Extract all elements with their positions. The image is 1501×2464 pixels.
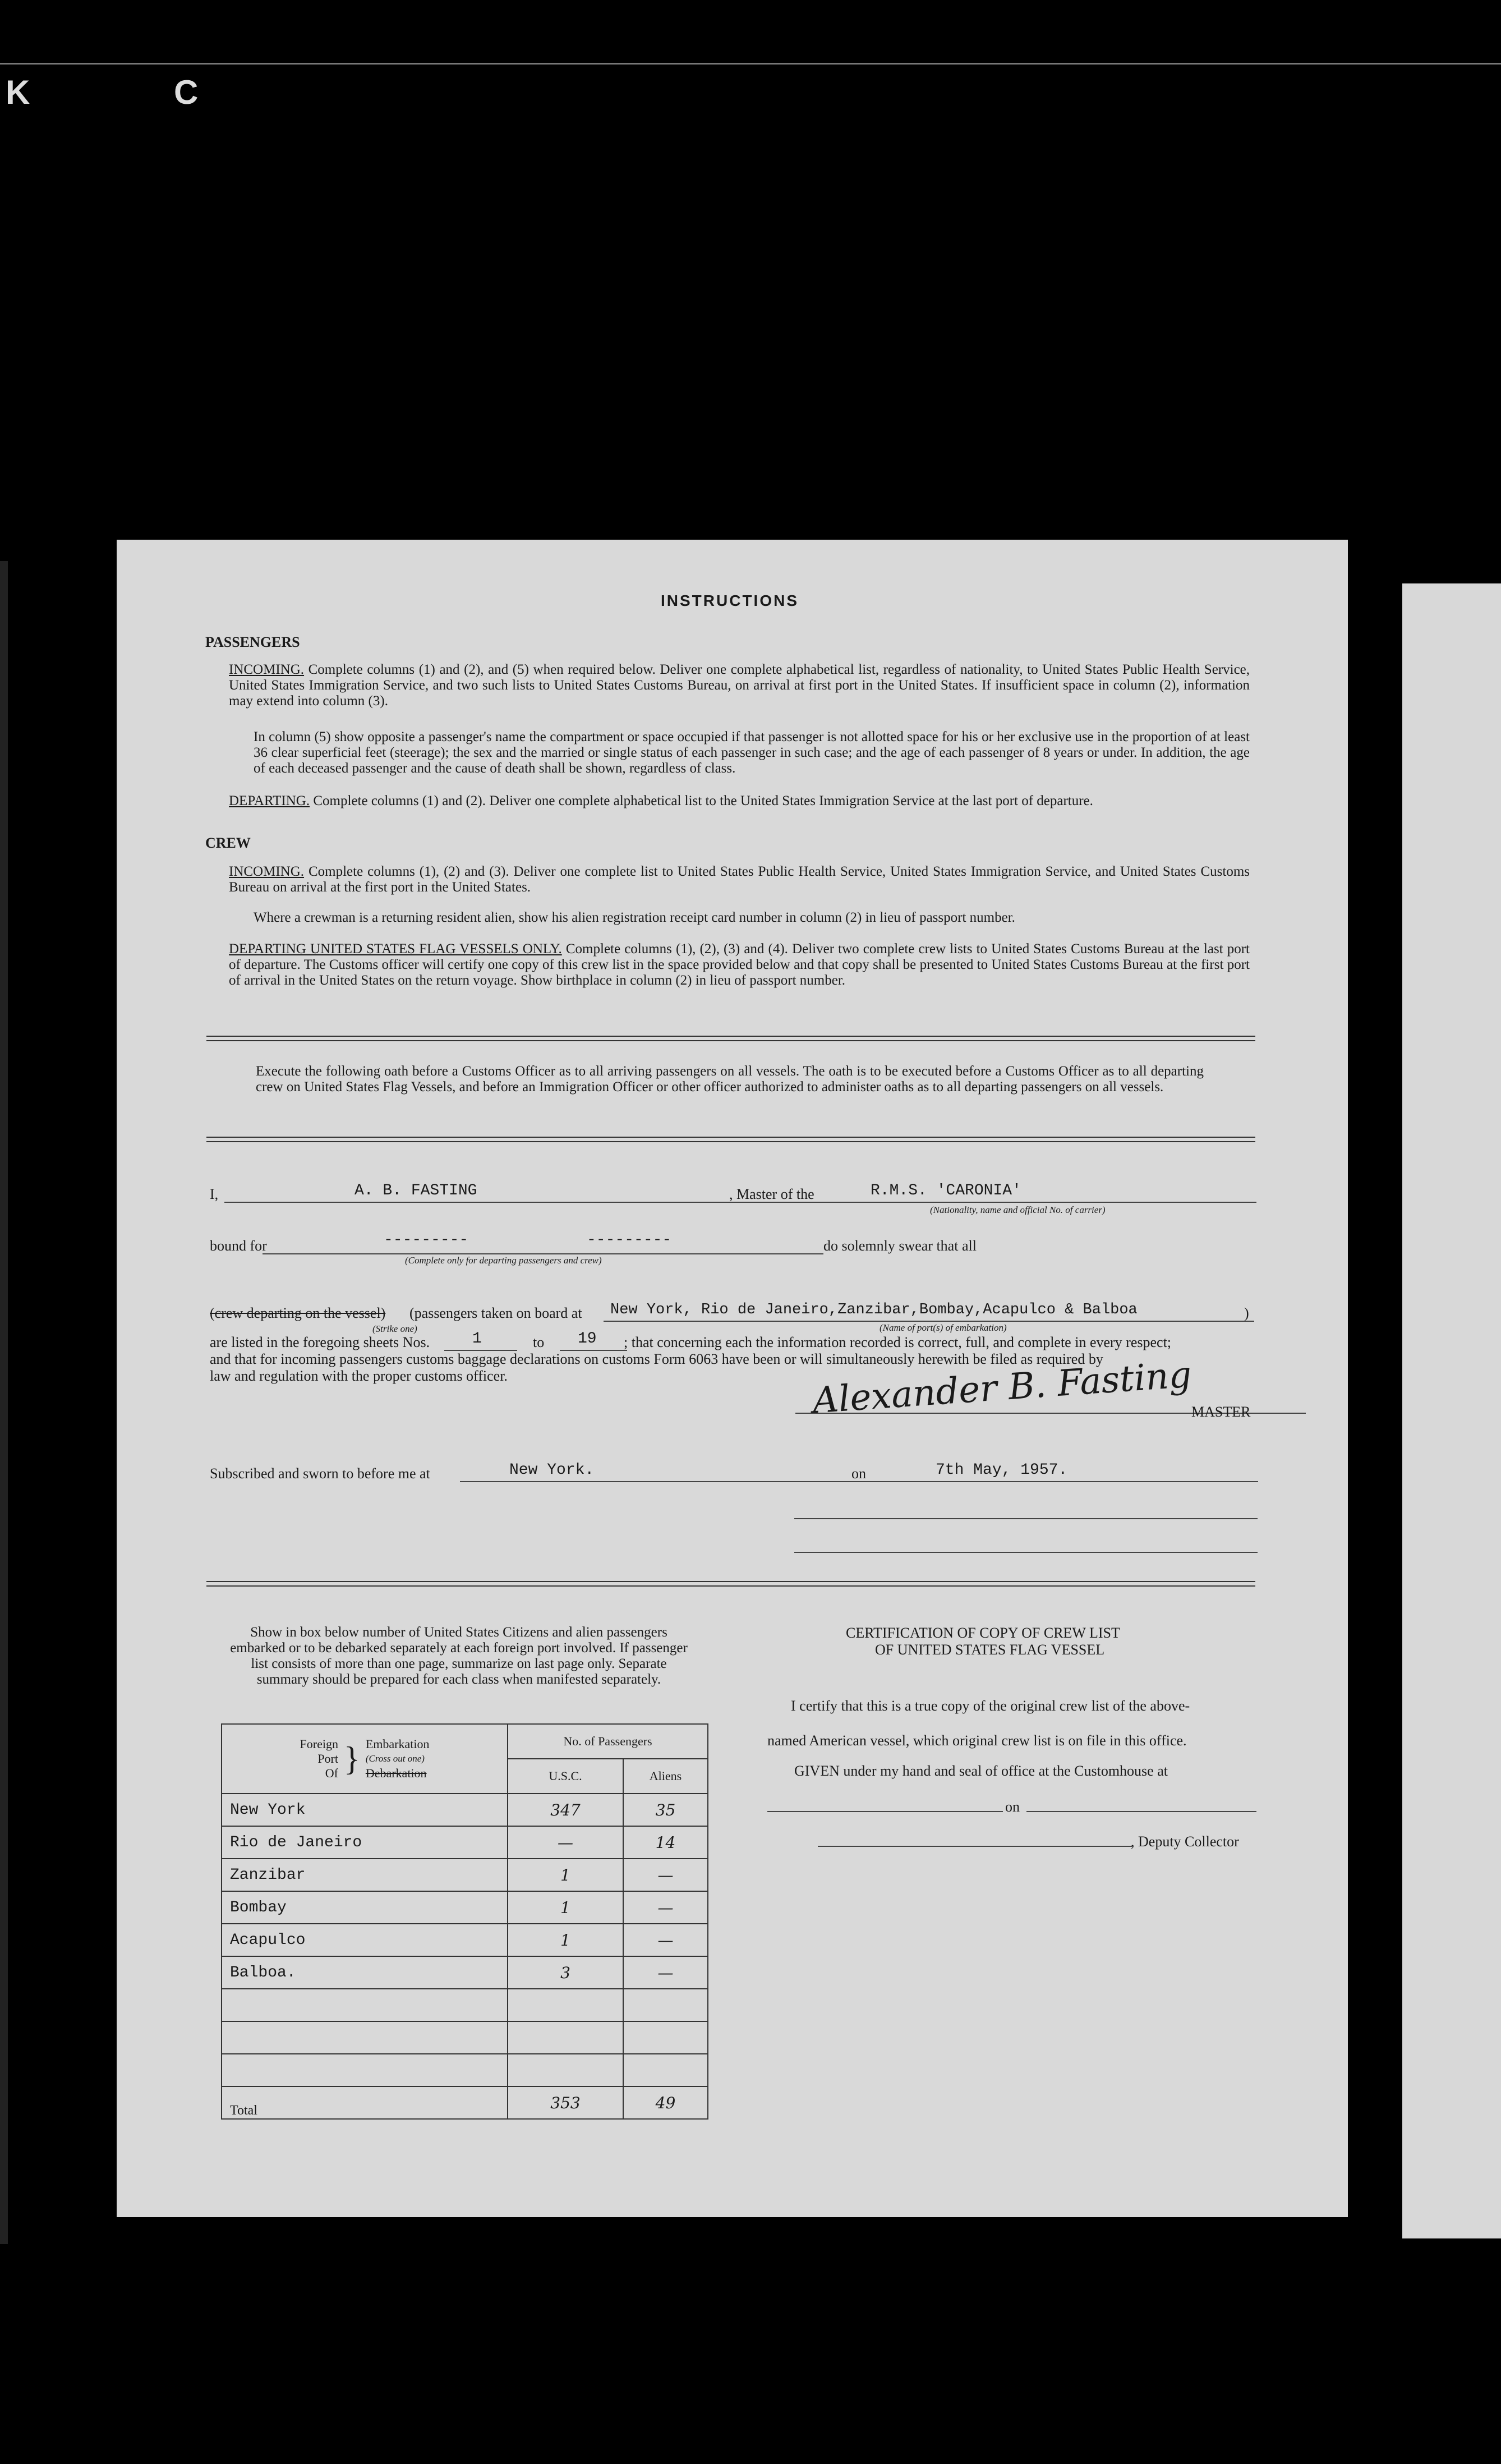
film-corner-letters: K C bbox=[6, 73, 266, 111]
summary-header-row bbox=[222, 1724, 708, 1759]
sheet-to: 19 bbox=[578, 1330, 597, 1348]
adjacent-page-edge bbox=[1402, 583, 1501, 2238]
to-label: to bbox=[533, 1334, 545, 1350]
sworn-date-line bbox=[880, 1481, 1258, 1482]
table-row bbox=[222, 1989, 708, 2021]
crew-incoming-paragraph bbox=[229, 864, 1250, 895]
master-name: A. B. FASTING bbox=[354, 1182, 477, 1199]
total-aliens: 49 bbox=[623, 2086, 708, 2119]
master-of-label: , Master of the bbox=[729, 1186, 814, 1202]
col-port-c: Of bbox=[325, 1766, 338, 1780]
port-cell bbox=[222, 2054, 508, 2086]
strike-one-caption: (Strike one) bbox=[372, 1323, 417, 1334]
col-port-a: Foreign bbox=[300, 1737, 338, 1751]
customhouse-line bbox=[767, 1811, 1003, 1812]
certification-on-label: on bbox=[1005, 1799, 1020, 1815]
instructions-title: INSTRUCTIONS bbox=[661, 592, 799, 609]
blank-line bbox=[794, 1552, 1258, 1553]
passengers-column5-text: In column (5) show opposite a passenger's name the compartment or space occupied if that passenger is not allotted space for his or her exclusive use in the proportion of at least 36 clear superficial feet (steerage); the sex and the married or single status of each passenger in such case; and the age of each passenger of 8 years or under. In addition, the age of each deceased passenger and the cause of death shall be shown, regardless of class. bbox=[254, 729, 1250, 776]
table-row bbox=[222, 2054, 708, 2086]
port-cell: New York bbox=[222, 1794, 508, 1826]
divider-double bbox=[206, 1137, 1255, 1142]
aliens-cell bbox=[623, 2054, 708, 2086]
bound-for-caption: (Complete only for departing passengers and crew) bbox=[405, 1255, 602, 1266]
deputy-collector-label: , Deputy Collector bbox=[1131, 1833, 1239, 1850]
aliens-cell: — bbox=[623, 1924, 708, 1956]
swear-text: do solemnly swear that all bbox=[823, 1238, 977, 1254]
sworn-date: 7th May, 1957. bbox=[936, 1461, 1068, 1479]
subscribed-label: Subscribed and sworn to before me at bbox=[210, 1465, 430, 1482]
passengers-incoming-paragraph bbox=[229, 662, 1250, 709]
aliens-cell: — bbox=[623, 1956, 708, 1989]
passengers-departing-paragraph bbox=[229, 793, 1250, 809]
col-cross: (Cross out one) bbox=[365, 1753, 425, 1764]
aliens-cell: 14 bbox=[623, 1826, 708, 1859]
bound-for-value-1: --------- bbox=[384, 1231, 469, 1249]
certification-title-2: OF UNITED STATES FLAG VESSEL bbox=[875, 1642, 1105, 1658]
sheet-from: 1 bbox=[472, 1330, 482, 1348]
bound-for-label: bound for bbox=[210, 1238, 267, 1254]
vessel-name: R.M.S. 'CARONIA' bbox=[871, 1182, 1021, 1199]
certification-line-3: GIVEN under my hand and seal of office at the Customhouse at bbox=[794, 1763, 1168, 1779]
struck-crew-text: (crew departing on the vessel) bbox=[210, 1305, 386, 1321]
crew-incoming-text: Complete columns (1), (2) and (3). Deliver one complete list to United States Public Health Service, United States Immigration Service, and United States Customs Bureau on arrival at the first port in the United States. bbox=[229, 864, 1250, 895]
crew-incoming-label: INCOMING. bbox=[229, 864, 305, 879]
sworn-place: New York. bbox=[509, 1461, 595, 1479]
vessel-caption: (Nationality, name and official No. of carrier) bbox=[930, 1205, 1106, 1215]
usc-cell bbox=[508, 2054, 623, 2086]
certification-line-2: named American vessel, which original crew list is on file in this office. bbox=[767, 1732, 1187, 1749]
port-header-cell bbox=[222, 1724, 508, 1794]
master-signature: Alexander B. Fasting bbox=[811, 1354, 1193, 1422]
passengers-incoming-text: Complete columns (1) and (2), and (5) when required below. Deliver one complete alphabetical list, regardless of nationality, to United States Public Health Service, United States Immigration Service, and two such lists to United States Customs Bureau, on arrival at first port in the United States. If insufficient space in column (2), information may extend into column (3). bbox=[229, 662, 1250, 709]
divider-double bbox=[206, 1581, 1255, 1587]
table-row bbox=[222, 1924, 708, 1956]
aliens-cell bbox=[623, 2021, 708, 2054]
passengers-departing-label: DEPARTING. bbox=[229, 793, 310, 808]
total-label: Total bbox=[222, 2086, 508, 2119]
table-row bbox=[222, 1826, 708, 1859]
table-row bbox=[222, 1794, 708, 1826]
passengers-incoming-label: INCOMING. bbox=[229, 662, 305, 677]
aliens-cell bbox=[623, 1989, 708, 2021]
usc-cell: 347 bbox=[508, 1794, 623, 1826]
film-edge-left bbox=[0, 561, 8, 2244]
passengers-taken-label: (passengers taken on board at bbox=[409, 1305, 582, 1321]
usc-cell: 1 bbox=[508, 1859, 623, 1891]
col-embark: Embarkation bbox=[365, 1737, 430, 1751]
usc-cell bbox=[508, 1989, 623, 2021]
passenger-summary-table bbox=[221, 1723, 708, 2120]
sworn-on-label: on bbox=[851, 1465, 866, 1482]
col-aliens: Aliens bbox=[623, 1759, 708, 1794]
statement-b: and that for incoming passengers customs baggage declarations on customs Form 6063 have been or will simultaneously herewith be filed as required by bbox=[210, 1351, 1103, 1367]
usc-cell: 3 bbox=[508, 1956, 623, 1989]
master-label: MASTER bbox=[1191, 1404, 1251, 1420]
col-debark: Debarkation bbox=[365, 1766, 427, 1780]
aliens-cell: — bbox=[623, 1859, 708, 1891]
port-cell: Balboa. bbox=[222, 1956, 508, 1989]
certification-title-1: CERTIFICATION OF COPY OF CREW LIST bbox=[846, 1625, 1120, 1641]
table-row bbox=[222, 1859, 708, 1891]
table-row bbox=[222, 1956, 708, 1989]
ports-close-paren: ) bbox=[1244, 1305, 1249, 1321]
usc-cell: 1 bbox=[508, 1891, 623, 1924]
port-cell bbox=[222, 1989, 508, 2021]
divider-double bbox=[206, 1036, 1255, 1041]
port-cell bbox=[222, 2021, 508, 2054]
usc-cell: 1 bbox=[508, 1924, 623, 1956]
col-usc: U.S.C. bbox=[508, 1759, 623, 1794]
col-port-b: Port bbox=[317, 1752, 338, 1766]
statement-a: ; that concerning each the information recorded is correct, full, and complete in every respect; bbox=[624, 1334, 1172, 1350]
crew-resident-text: Where a crewman is a returning resident alien, show his alien registration receipt card number in column (2) in lieu of passport number. bbox=[254, 910, 1015, 925]
usc-cell bbox=[508, 2021, 623, 2054]
port-cell: Acapulco bbox=[222, 1924, 508, 1956]
certification-line-1: I certify that this is a true copy of the original crew list of the above- bbox=[791, 1698, 1190, 1714]
summary-note: Show in box below number of United States Citizens and alien passengers embarked or to be debarked separately at each foreign port involved. If passenger list consists of more than one page, summarize on last page only. Separate summary should be prepared for each class when manifested separately. bbox=[230, 1625, 688, 1687]
passengers-heading: PASSENGERS bbox=[205, 634, 300, 650]
table-row bbox=[222, 1891, 708, 1924]
port-cell: Zanzibar bbox=[222, 1859, 508, 1891]
deputy-signature-line bbox=[818, 1846, 1132, 1847]
blank-line bbox=[794, 1518, 1258, 1519]
crew-departing-label: DEPARTING UNITED STATES FLAG VESSELS ONLY. bbox=[229, 941, 562, 957]
crew-departing-paragraph bbox=[229, 941, 1250, 989]
oath-i-label: I, bbox=[210, 1186, 219, 1202]
table-row bbox=[222, 2021, 708, 2054]
passengers-departing-text: Complete columns (1) and (2). Deliver one complete alphabetical list to the United States Immigration Service at the last port of departure. bbox=[313, 793, 1093, 808]
aliens-cell: — bbox=[623, 1891, 708, 1924]
ports-caption: (Name of port(s) of embarkation) bbox=[880, 1322, 1007, 1333]
statement-c: law and regulation with the proper customs officer. bbox=[210, 1368, 508, 1384]
crew-heading: CREW bbox=[205, 835, 251, 851]
sheets-label: are listed in the foregoing sheets Nos. bbox=[210, 1334, 430, 1350]
col-passengers: No. of Passengers bbox=[508, 1724, 708, 1759]
certification-date-line bbox=[1026, 1811, 1256, 1812]
bound-for-value-2: --------- bbox=[587, 1231, 672, 1249]
usc-cell: — bbox=[508, 1826, 623, 1859]
port-cell: Rio de Janeiro bbox=[222, 1826, 508, 1859]
oath-instruction-text: Execute the following oath before a Customs Officer as to all arriving passengers on all vessels. The oath is to be executed before a Customs Officer as to all departing crew on United States Flag Vessels, and before an Immigration Officer or other officer authorized to administer oaths as to all departing passengers on all vessels. bbox=[256, 1064, 1204, 1095]
total-row bbox=[222, 2086, 708, 2119]
film-border-line bbox=[0, 63, 1501, 65]
aliens-cell: 35 bbox=[623, 1794, 708, 1826]
document-page bbox=[117, 540, 1348, 2217]
crew-departing-text: Complete columns (1), (2), (3) and (4). Deliver two complete crew lists to United States Customs Bureau at the last port of departure. The Customs officer will certify one copy of this crew list in the space provided below and that copy shall be presented to United States Customs Bureau at the first port of arrival in the United States on the return voyage. Show birthplace in column (2) in lieu of passport number. bbox=[229, 941, 1250, 988]
embarkation-ports: New York, Rio de Janeiro,Zanzibar,Bombay,Acapulco & Balboa bbox=[610, 1302, 1138, 1318]
brace-glyph: } bbox=[344, 1740, 360, 1777]
port-cell: Bombay bbox=[222, 1891, 508, 1924]
total-usc: 353 bbox=[508, 2086, 623, 2119]
